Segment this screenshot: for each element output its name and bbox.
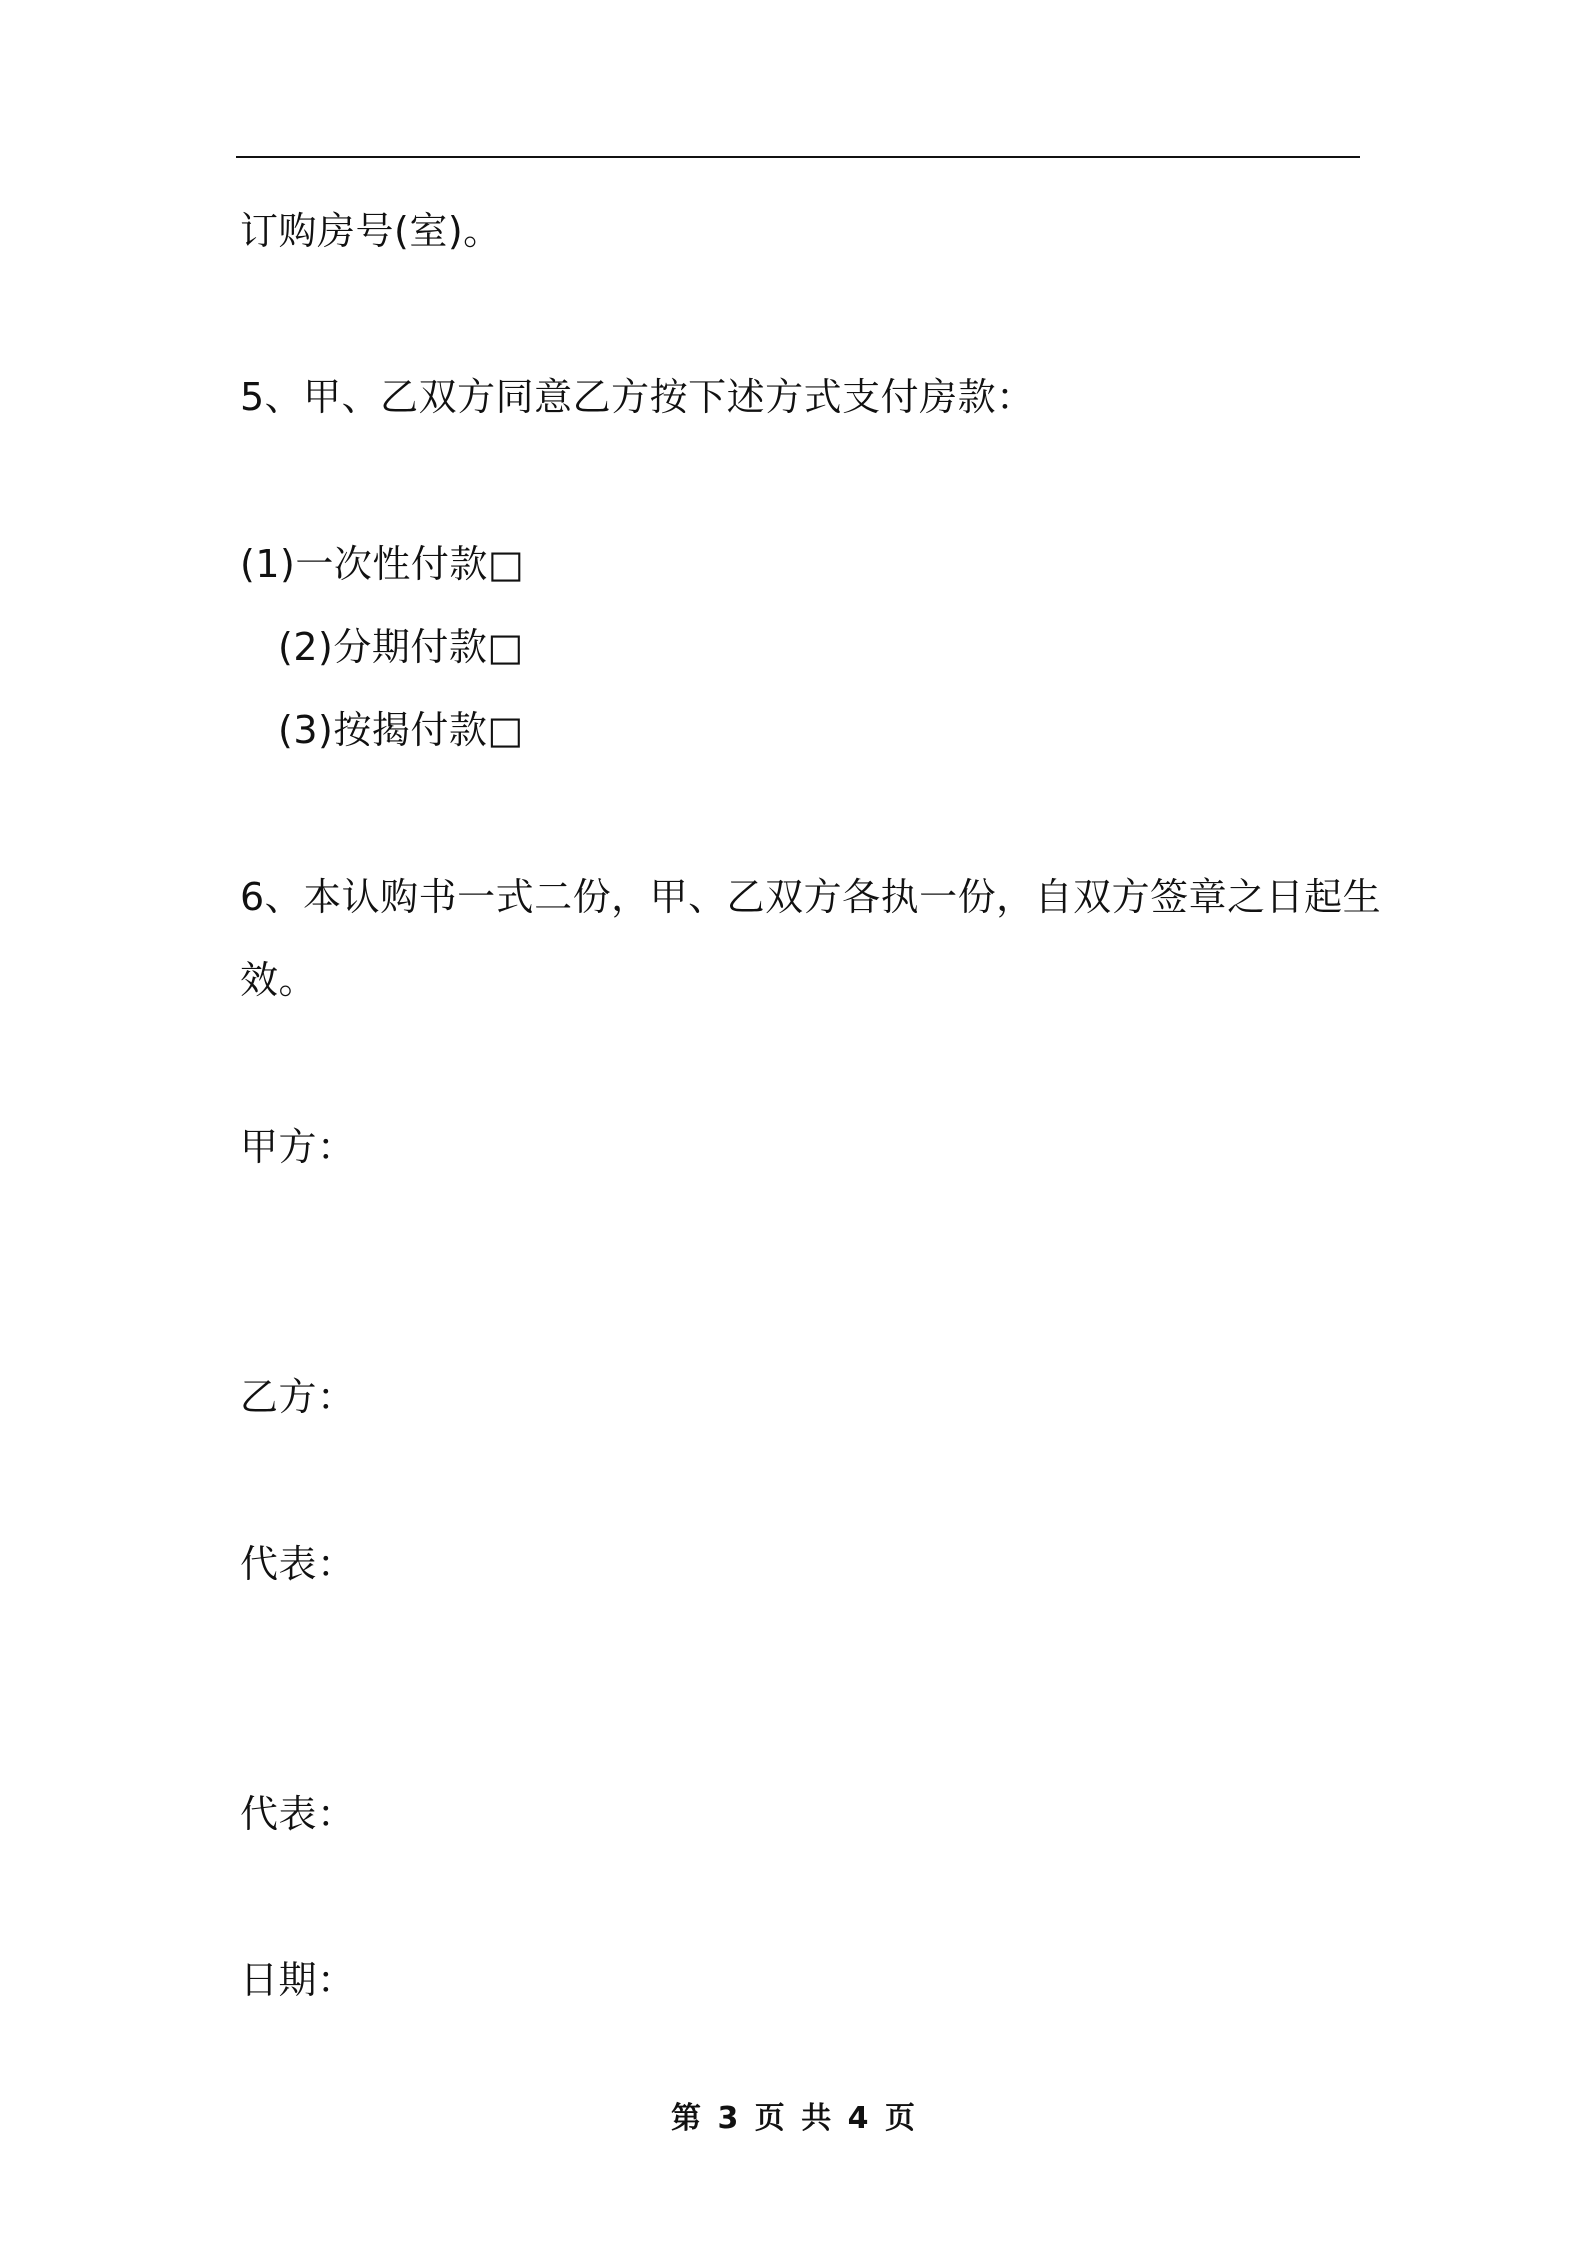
- clause-6-copies-line-1: 6、本认购书一式二份，甲、乙双方各执一份，自双方签章之日起生: [240, 875, 1382, 919]
- payment-option-mortgage: (3)按揭付款□: [278, 708, 524, 752]
- clause-6-copies-line-2: 效。: [240, 958, 318, 1002]
- page-number-footer: 第 3 页 共 4 页: [671, 2101, 915, 2136]
- payment-option-installment: (2)分期付款□: [278, 625, 524, 669]
- payment-option-lump-sum: (1)一次性付款□: [240, 542, 525, 586]
- representative-label-2: 代表：: [240, 1792, 356, 1836]
- party-a-label: 甲方：: [240, 1125, 356, 1169]
- representative-label-1: 代表：: [240, 1542, 356, 1586]
- header-rule: [236, 156, 1360, 158]
- clause-5-payment-method: 5、甲、乙双方同意乙方按下述方式支付房款：: [240, 375, 1035, 419]
- order-room-number-line: 订购房号(室)。: [240, 209, 502, 253]
- party-b-label: 乙方：: [240, 1375, 356, 1419]
- date-label: 日期：: [240, 1958, 356, 2002]
